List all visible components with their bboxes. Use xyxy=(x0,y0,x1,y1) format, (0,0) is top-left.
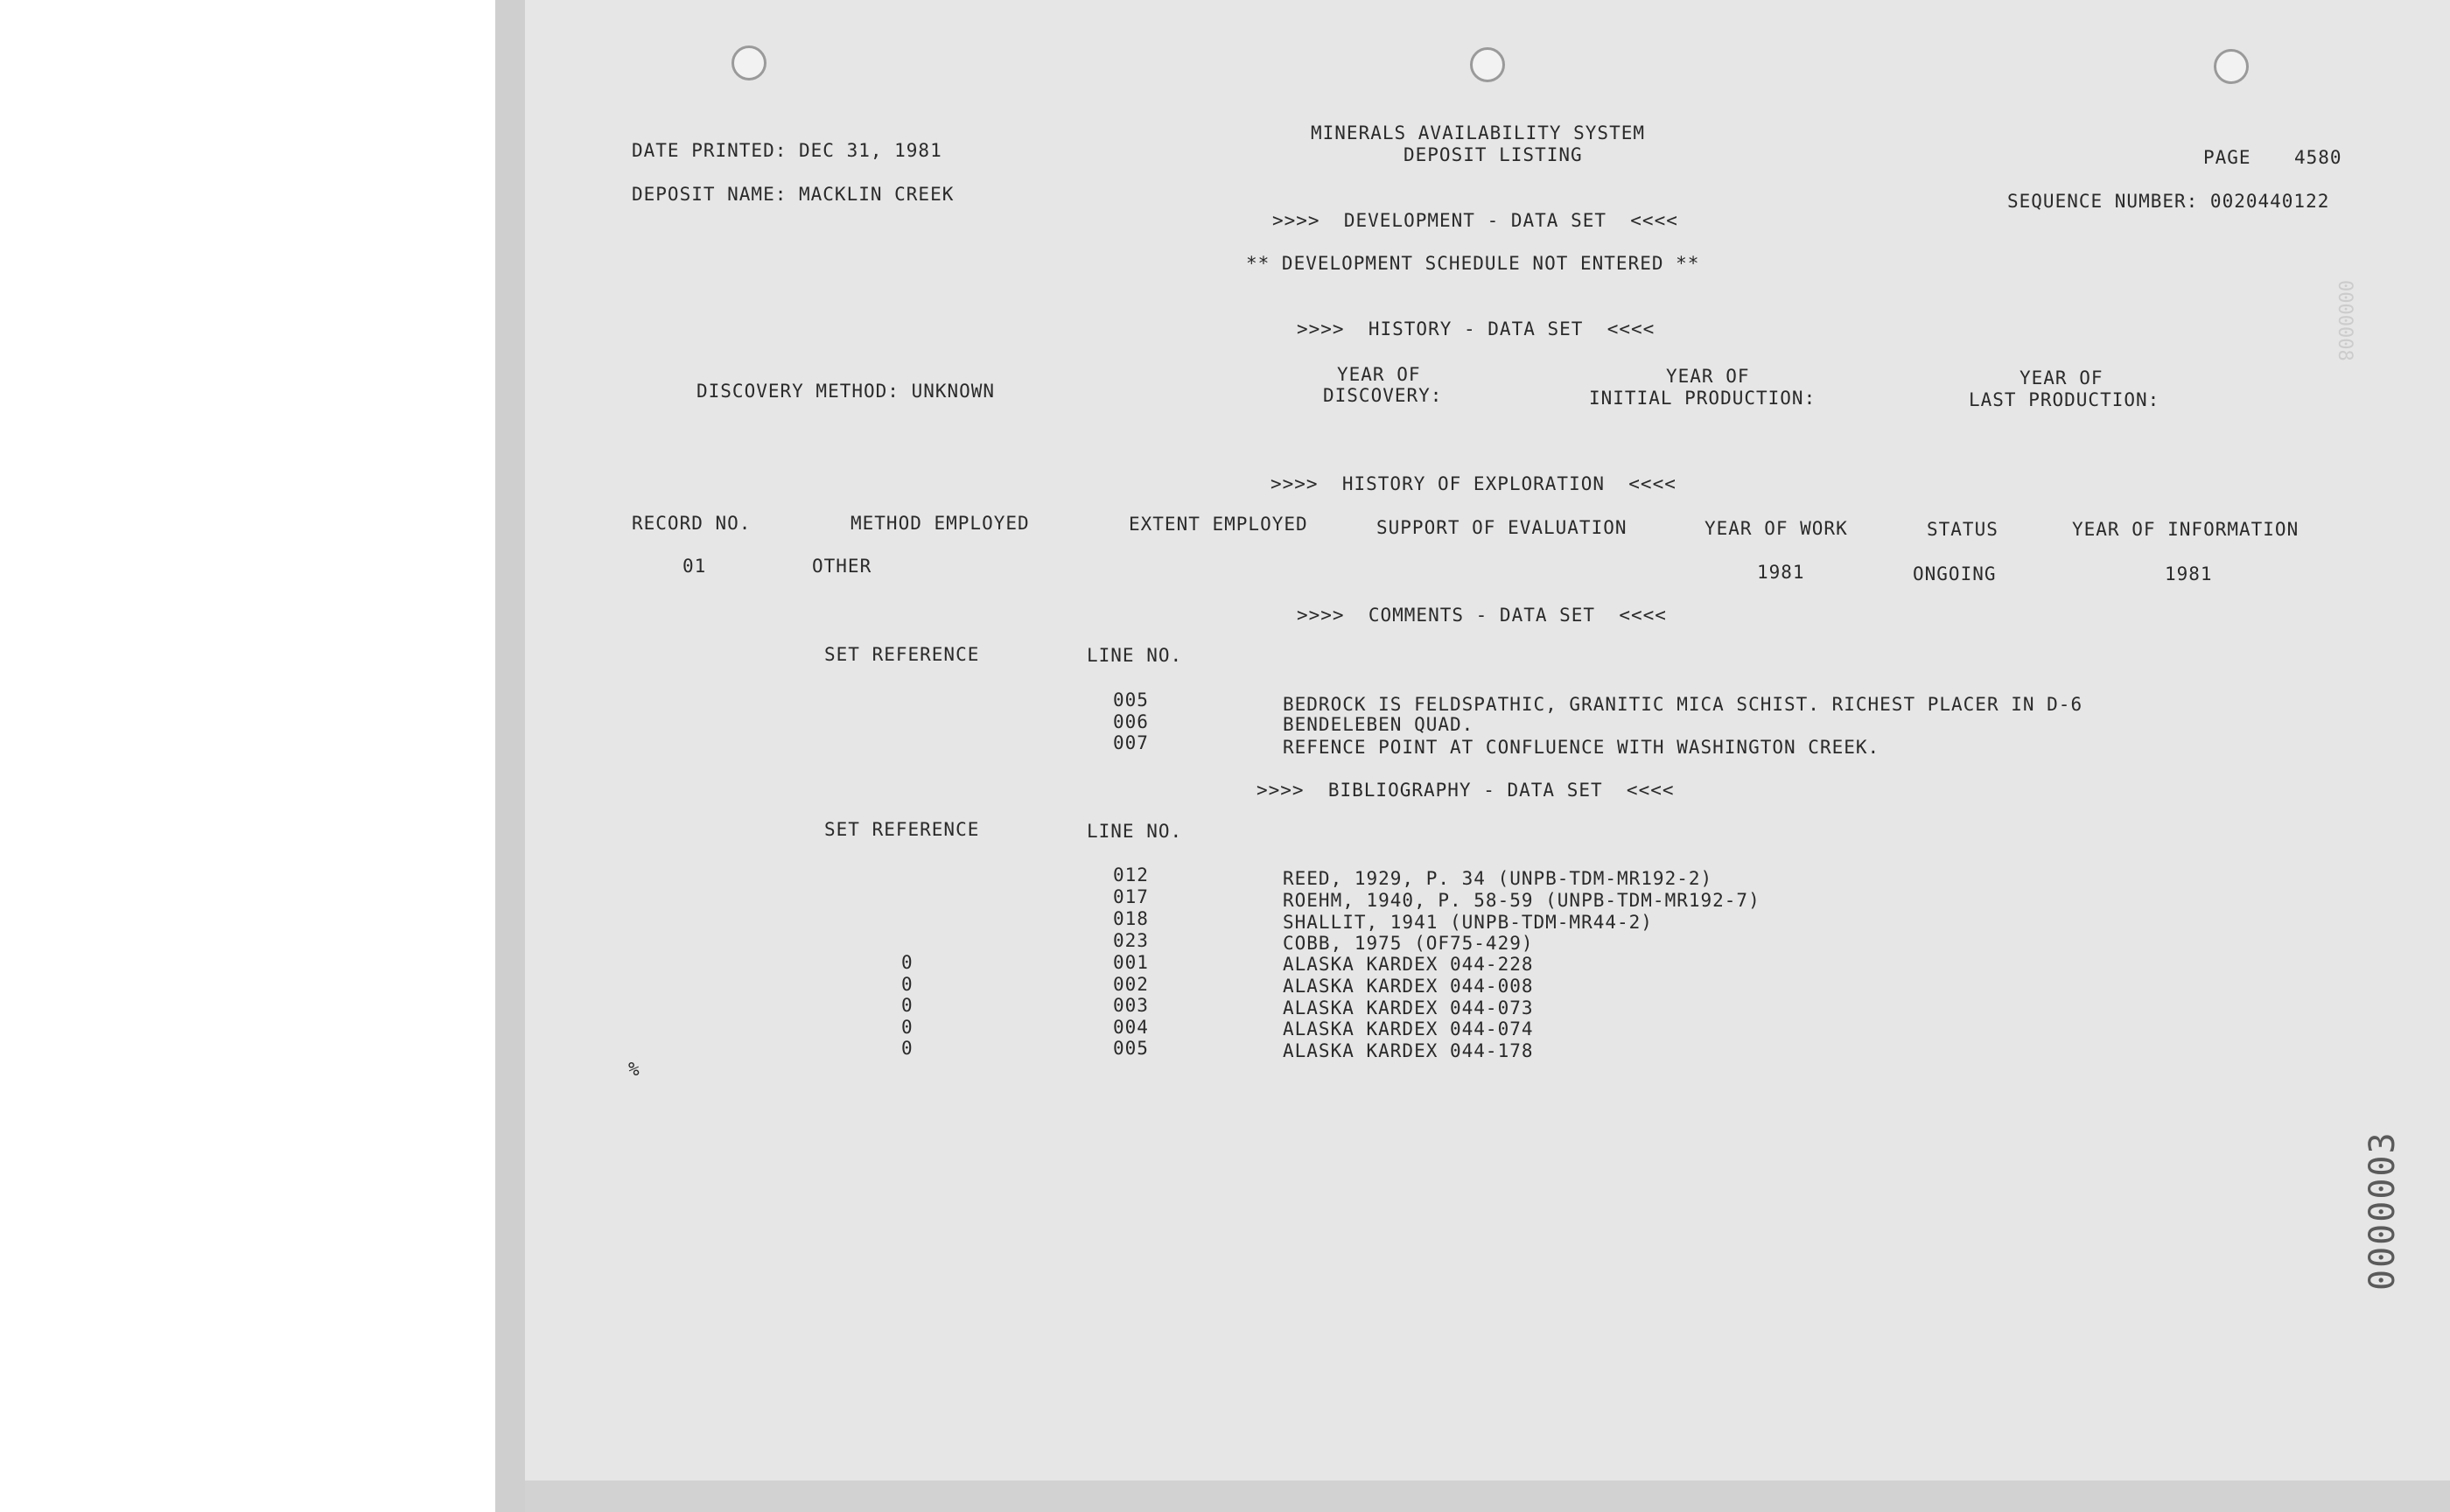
footer-mark: % xyxy=(628,1059,640,1080)
comment-text: REFENCE POINT AT CONFLUENCE WITH WASHINGTON CREEK. xyxy=(1283,737,1880,758)
exploration-row-year-work: 1981 xyxy=(1757,562,1805,583)
page-label: PAGE xyxy=(2203,147,2251,168)
bibliography-set-reference: 0 xyxy=(901,952,914,973)
year-last-label-1: YEAR OF xyxy=(2020,368,2104,388)
bibliography-set-reference: 0 xyxy=(901,974,914,995)
year-discovery-label-2: DISCOVERY: xyxy=(1323,385,1443,406)
year-last-label-2: LAST PRODUCTION: xyxy=(1969,389,2160,410)
exploration-header-status: STATUS xyxy=(1927,519,1998,540)
listing-title: DEPOSIT LISTING xyxy=(1404,144,1583,165)
exploration-row-status: ONGOING xyxy=(1913,564,1997,584)
bibliography-line-no: 017 xyxy=(1113,886,1149,907)
exploration-row-year-info: 1981 xyxy=(2165,564,2213,584)
side-stamp-number: 0000003 xyxy=(2362,1130,2403,1291)
deposit-name: DEPOSIT NAME: MACKLIN CREEK xyxy=(632,184,955,205)
bibliography-title: >>>> BIBLIOGRAPHY - DATA SET <<<< xyxy=(1256,780,1675,801)
comments-set-reference-header: SET REFERENCE xyxy=(824,644,980,665)
binder-hole-right xyxy=(2214,49,2249,84)
comment-line-no: 007 xyxy=(1113,732,1149,753)
bibliography-text: COBB, 1975 (OF75-429) xyxy=(1283,933,1534,954)
comment-line-no: 006 xyxy=(1113,711,1149,732)
bibliography-text: ALASKA KARDEX 044-073 xyxy=(1283,998,1534,1018)
side-stamp-number-faint: 0000008 xyxy=(2334,280,2356,361)
discovery-method: DISCOVERY METHOD: UNKNOWN xyxy=(696,381,996,402)
exploration-header-extent: EXTENT EMPLOYED xyxy=(1129,514,1308,535)
bibliography-set-reference-header: SET REFERENCE xyxy=(824,819,980,840)
exploration-title: >>>> HISTORY OF EXPLORATION <<<< xyxy=(1270,473,1676,494)
bibliography-line-no: 005 xyxy=(1113,1038,1149,1059)
bibliography-line-no: 012 xyxy=(1113,864,1149,886)
history-title: >>>> HISTORY - DATA SET <<<< xyxy=(1297,318,1656,340)
date-printed: DATE PRINTED: DEC 31, 1981 xyxy=(632,140,942,161)
bibliography-text: SHALLIT, 1941 (UNPB-TDM-MR44-2) xyxy=(1283,912,1653,933)
bibliography-set-reference: 0 xyxy=(901,995,914,1016)
exploration-header-support: SUPPORT OF EVALUATION xyxy=(1376,517,1628,538)
year-initial-label-2: INITIAL PRODUCTION: xyxy=(1589,388,1816,409)
exploration-header-year-work: YEAR OF WORK xyxy=(1704,518,1848,539)
paper-bottom-edge xyxy=(525,1480,2450,1512)
bibliography-text: ALASKA KARDEX 044-178 xyxy=(1283,1040,1534,1061)
bibliography-line-no: 023 xyxy=(1113,930,1149,951)
paper-edge-shadow xyxy=(495,0,525,1512)
system-title: MINERALS AVAILABILITY SYSTEM xyxy=(1311,122,1646,144)
binder-hole-left xyxy=(732,46,766,80)
bibliography-line-no: 002 xyxy=(1113,974,1149,995)
binder-hole-center xyxy=(1470,47,1505,82)
development-note: ** DEVELOPMENT SCHEDULE NOT ENTERED ** xyxy=(1246,253,1700,274)
year-discovery-label-1: YEAR OF xyxy=(1337,364,1421,385)
exploration-row-method: OTHER xyxy=(812,556,872,577)
year-initial-label-1: YEAR OF xyxy=(1666,366,1750,387)
bibliography-line-no: 001 xyxy=(1113,952,1149,973)
bibliography-text: ALASKA KARDEX 044-074 xyxy=(1283,1018,1534,1040)
bibliography-text: ALASKA KARDEX 044-228 xyxy=(1283,954,1534,975)
exploration-header-method: METHOD EMPLOYED xyxy=(850,513,1030,534)
exploration-row-record: 01 xyxy=(682,556,707,577)
bibliography-text: ROEHM, 1940, P. 58-59 (UNPB-TDM-MR192-7) xyxy=(1283,890,1760,911)
exploration-header-record: RECORD NO. xyxy=(632,513,752,534)
sequence-number: SEQUENCE NUMBER: 0020440122 xyxy=(2007,191,2330,212)
development-title: >>>> DEVELOPMENT - DATA SET <<<< xyxy=(1272,210,1678,231)
comment-line-no: 005 xyxy=(1113,690,1149,710)
bibliography-line-no-header: LINE NO. xyxy=(1087,821,1183,842)
bibliography-text: REED, 1929, P. 34 (UNPB-TDM-MR192-2) xyxy=(1283,868,1713,889)
comment-text: BENDELEBEN QUAD. xyxy=(1283,714,1474,735)
exploration-header-year-info: YEAR OF INFORMATION xyxy=(2072,519,2300,540)
page-number: 4580 xyxy=(2294,147,2342,168)
bibliography-line-no: 004 xyxy=(1113,1017,1149,1038)
comments-title: >>>> COMMENTS - DATA SET <<<< xyxy=(1297,605,1667,626)
comment-text: BEDROCK IS FELDSPATHIC, GRANITIC MICA SCHIST. RICHEST PLACER IN D-6 xyxy=(1283,694,2083,715)
bibliography-line-no: 003 xyxy=(1113,995,1149,1016)
comments-line-no-header: LINE NO. xyxy=(1087,645,1183,666)
bibliography-set-reference: 0 xyxy=(901,1038,914,1059)
bibliography-set-reference: 0 xyxy=(901,1017,914,1038)
bibliography-text: ALASKA KARDEX 044-008 xyxy=(1283,976,1534,997)
bibliography-line-no: 018 xyxy=(1113,908,1149,929)
